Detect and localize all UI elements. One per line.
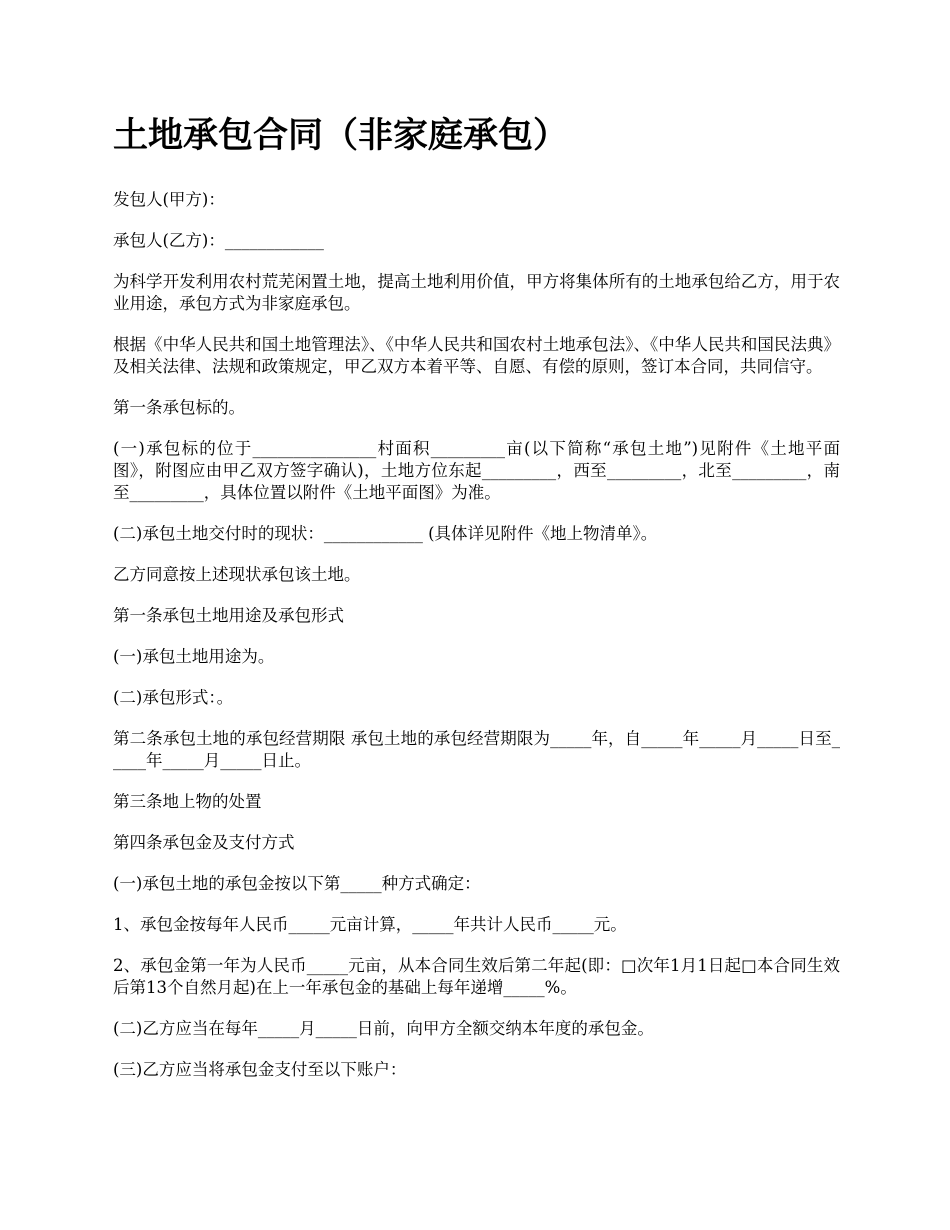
fee-option-1: 1、承包金按每年人民币_____元亩计算，_____年共计人民币_____元。 <box>113 915 627 934</box>
payment-deadline-clause: (二)乙方应当在每年_____月_____日前，向甲方全额交纳本年度的承包金。 <box>113 1019 654 1038</box>
article-1-heading: 第一条承包标的。 <box>113 398 245 417</box>
article-4-heading: 第四条承包金及支付方式 <box>113 833 295 852</box>
party-a-line: 发包人(甲方)： <box>113 190 225 209</box>
contract-form-clause: (二)承包形式：。 <box>113 688 234 707</box>
fee-option-2: 2、承包金第一年为人民币_____元亩，从本合同生效后第二年起(即：□次年1月1日起□本合同生效后第13个自然月起)在上一年承包金的基础上每年递增_____%。 <box>113 956 840 997</box>
party-b-line: 承包人(乙方)：____________ <box>113 231 324 250</box>
land-status-paragraph: (二)承包土地交付时的现状：____________ (具体详见附件《地上物清单》。 <box>113 524 658 543</box>
term-paragraph: 第二条承包土地的承包经营期限 承包土地的承包经营期限为_____年，自_____年_____月_____日至_____年_____月_____日止。 <box>113 729 840 770</box>
acceptance-paragraph: 乙方同意按上述现状承包该土地。 <box>113 565 361 584</box>
article-3-heading: 第三条地上物的处置 <box>113 792 262 811</box>
purpose-paragraph: 为科学开发利用农村荒芜闲置土地，提高土地利用价值，甲方将集体所有的土地承包给乙方，用于农业用途，承包方式为非家庭承包。 <box>113 272 840 313</box>
document-body <box>113 112 840 1100</box>
land-location-paragraph: (一)承包标的位于_______________村面积_________亩(以下简称“承包土地”)见附件《土地平面图》，附图应由甲乙双方签字确认)，土地方位东起_________，西至_________，北至_________，南至_________，具体位置以附件《土地平面图》为准。 <box>113 439 840 502</box>
land-use-clause: (一)承包土地用途为。 <box>113 647 275 666</box>
payment-account-clause: (三)乙方应当将承包金支付至以下账户： <box>113 1060 407 1079</box>
legal-basis-paragraph: 根据《中华人民共和国土地管理法》、《中华人民共和国农村土地承包法》、《中华人民共和国民法典》及相关法律、法规和政策规定，甲乙双方本着平等、自愿、有偿的原则，签订本合同，共同信守。 <box>113 335 840 376</box>
land-use-heading: 第一条承包土地用途及承包形式 <box>113 606 344 625</box>
document-title: 土地承包合同（非家庭承包） <box>113 116 569 156</box>
fee-method-clause: (一)承包土地的承包金按以下第_____种方式确定： <box>113 874 481 893</box>
